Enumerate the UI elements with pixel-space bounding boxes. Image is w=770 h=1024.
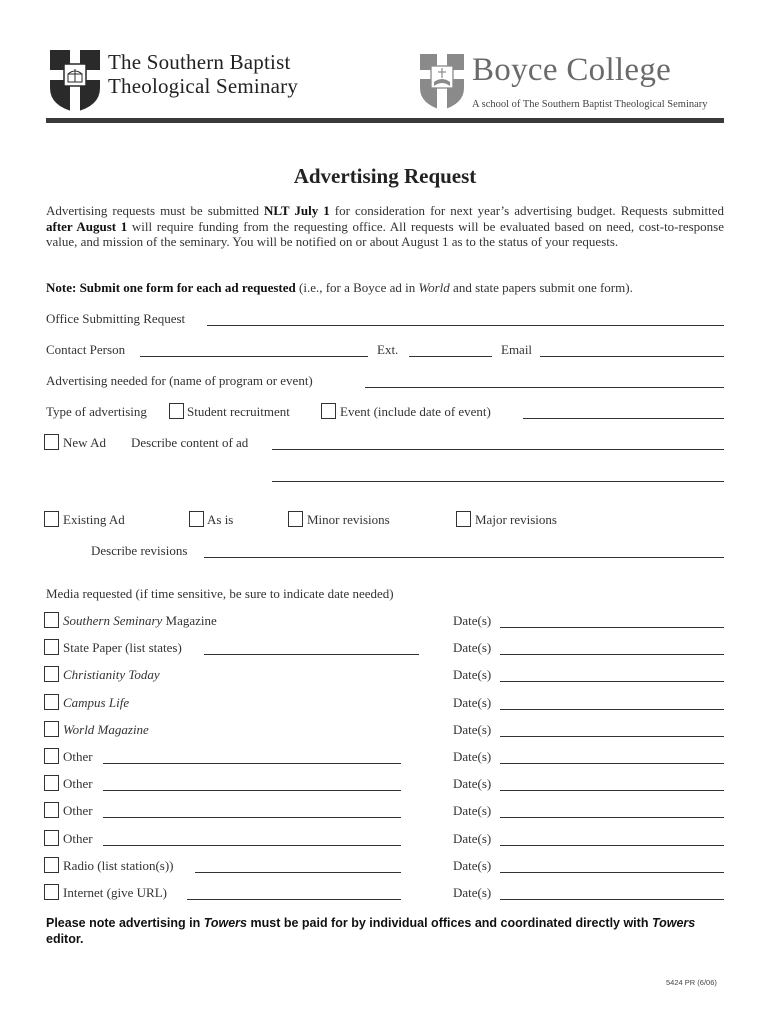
- media-dates-field[interactable]: [500, 681, 724, 682]
- intro-text-3: will require funding from the requesting office. All requests will be evaluated based on need, cost-to-response value, and mission of the seminary. You will be notified on or about August 1 as to the status of your requests.: [46, 218, 724, 250]
- media-dates-label: Date(s): [453, 613, 492, 628]
- major-revisions-label: Major revisions: [475, 512, 557, 527]
- media-label: [63, 803, 93, 819]
- media-dates-label: Date(s): [453, 695, 492, 710]
- media-label-text: State Paper (list states): [63, 640, 182, 655]
- describe-revisions-label: Describe revisions: [91, 543, 188, 558]
- media-dates-field[interactable]: [500, 845, 724, 846]
- media-label-text: Magazine: [162, 613, 217, 628]
- media-label-italic: World Magazine: [63, 722, 149, 737]
- title-wrap: [46, 164, 724, 189]
- media-dates-field[interactable]: [500, 709, 724, 710]
- media-dates-field[interactable]: [500, 627, 724, 628]
- intro-text-2: for consideration for next year’s advertising budget. Requests submitted: [329, 203, 724, 218]
- media-dates-label: Date(s): [453, 749, 492, 764]
- sbts-logo: [48, 48, 102, 114]
- sbts-name-line2: Theological Seminary: [108, 74, 299, 98]
- form-code: 5424 PR (6/06): [666, 978, 717, 987]
- intro-late-deadline: after August 1: [46, 218, 128, 234]
- contact-field[interactable]: [140, 356, 368, 357]
- office-field[interactable]: [207, 325, 724, 326]
- note-text-1: (i.e., for a Boyce ad in: [295, 280, 419, 295]
- media-heading: Media requested (if time sensitive, be sure to indicate date needed): [46, 586, 394, 601]
- media-detail-field[interactable]: [204, 654, 419, 655]
- event-label: Event (include date of event): [340, 404, 491, 419]
- media-checkbox[interactable]: [44, 830, 59, 846]
- needed-for-field[interactable]: [365, 387, 724, 388]
- media-label-italic: Campus Life: [63, 695, 130, 710]
- describe-content-field[interactable]: [272, 449, 724, 450]
- event-checkbox[interactable]: [321, 403, 336, 419]
- media-checkbox[interactable]: [44, 666, 59, 682]
- media-dates-field[interactable]: [500, 654, 724, 655]
- footnote-text-3: editor.: [46, 932, 84, 946]
- media-dates-label: Date(s): [453, 803, 492, 818]
- note-italic: World: [418, 280, 450, 295]
- media-label: [63, 749, 93, 765]
- media-label-italic: Christianity Today: [63, 667, 160, 682]
- media-detail-field[interactable]: [195, 872, 401, 873]
- media-dates-label: Date(s): [453, 776, 492, 791]
- header-rule: [46, 118, 724, 123]
- media-dates-field[interactable]: [500, 872, 724, 873]
- note: [46, 280, 724, 296]
- describe-revisions-field[interactable]: [204, 557, 724, 558]
- type-label: Type of advertising: [46, 404, 147, 419]
- media-label-text: Other: [63, 803, 93, 818]
- footnote: [46, 915, 706, 947]
- minor-revisions-label: Minor revisions: [307, 512, 390, 527]
- new-ad-label: New Ad: [63, 435, 106, 450]
- ext-field[interactable]: [409, 356, 492, 357]
- boyce-shield-icon: [418, 52, 466, 112]
- describe-content-field-2[interactable]: [272, 481, 724, 482]
- footnote-text-1: Please note advertising in: [46, 916, 204, 930]
- media-label: [63, 831, 93, 847]
- media-checkbox[interactable]: [44, 721, 59, 737]
- student-recruitment-label: Student recruitment: [187, 404, 290, 419]
- media-label: [63, 667, 160, 683]
- sbts-shield-icon: [48, 48, 102, 114]
- media-dates-field[interactable]: [500, 790, 724, 791]
- media-detail-field[interactable]: [103, 845, 401, 846]
- media-label-text: Other: [63, 831, 93, 846]
- media-label: [63, 885, 167, 901]
- media-label: [63, 640, 182, 656]
- major-revisions-checkbox[interactable]: [456, 511, 471, 527]
- media-detail-field[interactable]: [103, 790, 401, 791]
- media-label-text: Radio (list station(s)): [63, 858, 174, 873]
- describe-content-label: Describe content of ad: [131, 435, 249, 450]
- as-is-label: As is: [207, 512, 234, 527]
- media-label: [63, 722, 149, 738]
- minor-revisions-checkbox[interactable]: [288, 511, 303, 527]
- media-detail-field[interactable]: [103, 817, 401, 818]
- intro-text-1: Advertising requests must be submitted: [46, 203, 265, 218]
- footnote-text-2: must be paid for by individual offices and coordinated directly with: [247, 916, 652, 930]
- media-dates-label: Date(s): [453, 722, 492, 737]
- media-label: [63, 776, 93, 792]
- media-dates-field[interactable]: [500, 899, 724, 900]
- media-checkbox[interactable]: [44, 612, 59, 628]
- needed-for-label: Advertising needed for (name of program or event): [46, 373, 313, 388]
- boyce-subtitle: A school of The Southern Baptist Theological Seminary: [472, 99, 708, 110]
- media-dates-label: Date(s): [453, 885, 492, 900]
- media-dates-field[interactable]: [500, 763, 724, 764]
- media-label: [63, 613, 217, 629]
- media-detail-field[interactable]: [187, 899, 401, 900]
- intro-paragraph: [46, 203, 724, 250]
- media-label-text: Internet (give URL): [63, 885, 167, 900]
- email-label: Email: [501, 342, 533, 357]
- intro-deadline: NLT July 1: [264, 203, 330, 218]
- existing-ad-label: Existing Ad: [63, 512, 125, 527]
- email-field[interactable]: [540, 356, 724, 357]
- contact-label: Contact Person: [46, 342, 126, 357]
- media-dates-field[interactable]: [500, 736, 724, 737]
- sbts-name: [108, 50, 298, 98]
- media-checkbox[interactable]: [44, 775, 59, 791]
- footnote-towers-1: Towers: [203, 916, 248, 930]
- page-title: Advertising Request: [293, 164, 477, 188]
- media-label: [63, 858, 174, 874]
- note-bold: Note: Submit one form for each ad requested: [46, 280, 296, 295]
- sbts-name-line1: The Southern Baptist: [108, 50, 291, 74]
- event-field[interactable]: [523, 418, 724, 419]
- as-is-checkbox[interactable]: [189, 511, 204, 527]
- media-dates-label: Date(s): [453, 858, 492, 873]
- media-dates-label: Date(s): [453, 667, 492, 682]
- media-label: [63, 695, 129, 711]
- footnote-towers-2: Towers: [651, 916, 696, 930]
- media-checkbox[interactable]: [44, 857, 59, 873]
- media-dates-label: Date(s): [453, 640, 492, 655]
- media-label-italic: Southern Seminary: [63, 613, 163, 628]
- media-dates-field[interactable]: [500, 817, 724, 818]
- office-label: Office Submitting Request: [46, 311, 186, 326]
- media-dates-label: Date(s): [453, 831, 492, 846]
- ext-label: Ext.: [377, 342, 399, 357]
- student-recruitment-checkbox[interactable]: [169, 403, 184, 419]
- boyce-logo: [418, 52, 466, 112]
- media-checkbox[interactable]: [44, 802, 59, 818]
- media-checkbox[interactable]: [44, 884, 59, 900]
- media-label-text: Other: [63, 776, 93, 791]
- media-checkbox[interactable]: [44, 694, 59, 710]
- existing-ad-checkbox[interactable]: [44, 511, 59, 527]
- media-checkbox[interactable]: [44, 639, 59, 655]
- media-detail-field[interactable]: [103, 763, 401, 764]
- boyce-name: Boyce College: [472, 52, 672, 88]
- media-checkbox[interactable]: [44, 748, 59, 764]
- note-text-2: and state papers submit one form).: [449, 280, 633, 295]
- media-label-text: Other: [63, 749, 93, 764]
- new-ad-checkbox[interactable]: [44, 434, 59, 450]
